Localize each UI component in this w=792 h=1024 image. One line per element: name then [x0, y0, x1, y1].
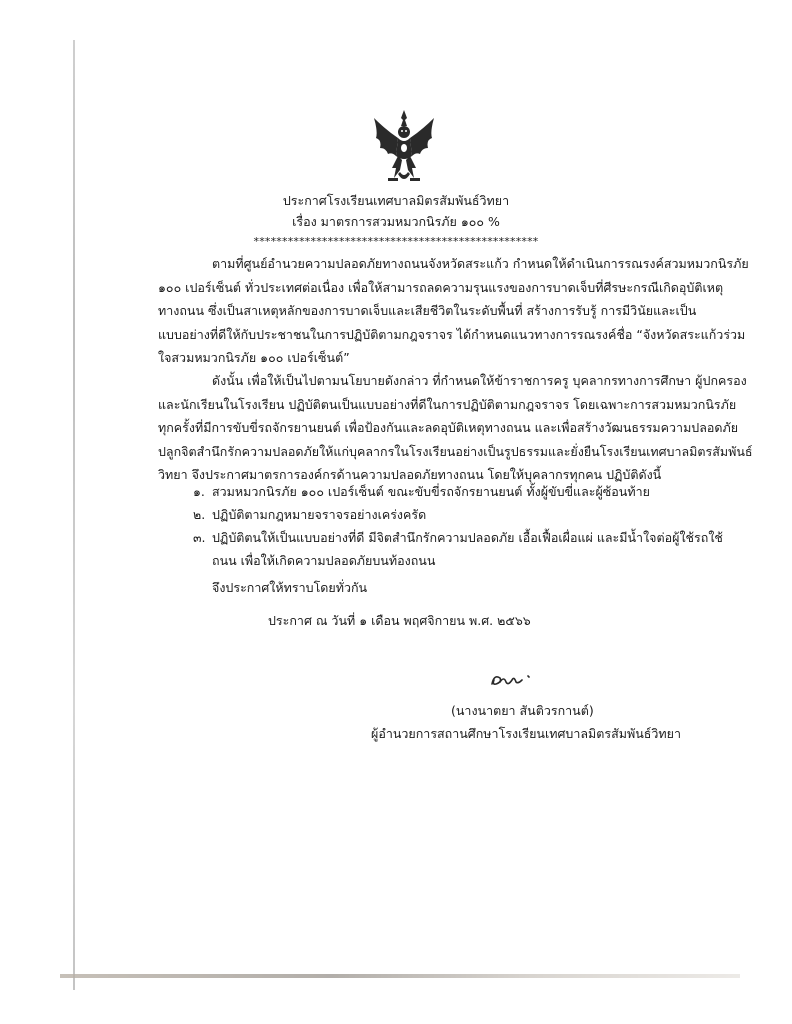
signature: [488, 670, 532, 692]
paragraph-2-line: วิทยา จึงประกาศมาตรการองค์กรด้านความปลอดภัยทางถนน โดยให้บุคลากรทุกคน ปฏิบัติดังนี้: [158, 467, 662, 482]
separator: **************************************************: [253, 235, 539, 248]
paragraph-1-line: ทางถนน ซึ่งเป็นสาเหตุหลักของการบาดเจ็บและเสียชีวิตในระดับพื้นที่ สร้างการรับรู้ การมีวินัยและเป็น: [158, 303, 697, 318]
measure-number: ๒.: [193, 507, 206, 522]
paragraph-2-line: ทุกครั้งที่มีการขับขี่รถจักรยานยนต์ เพื่อป้องกันและลดอุบัติเหตุทางถนน และเพื่อสร้างวัฒนธรรมความปลอดภัย: [158, 420, 739, 435]
paragraph-2-line: ดังนั้น เพื่อให้เป็นไปตามนโยบายดังกล่าว ที่กำหนดให้ข้าราชการครู บุคลากรทางการศึกษา ผู้ปกครอง: [212, 373, 747, 388]
measure-item: ปฏิบัติตามกฎหมายจราจรอย่างเคร่งครัด: [212, 507, 427, 522]
measure-number: ๑.: [193, 484, 205, 499]
paragraph-2-line: ปลูกจิตสำนึกรักความปลอดภัยให้แก่บุคลากรในโรงเรียนอย่างเป็นรูปธรรมและยั่งยืนโรงเรียนเทศบาลมิตรสัมพันธ์: [158, 444, 753, 459]
paragraph-1-line: ตามที่ศูนย์อำนวยความปลอดภัยทางถนนจังหวัดสระแก้ว กำหนดให้ดำเนินการรณรงค์สวมหมวกนิรภัย: [212, 256, 749, 271]
paragraph-2-line: และนักเรียนในโรงเรียน ปฏิบัติตนเป็นแบบอย่างที่ดีในการปฏิบัติตามกฎจราจร โดยเฉพาะการสวมหมวกนิรภัย: [158, 397, 737, 412]
scan-edge: [73, 40, 75, 990]
closing-statement: จึงประกาศให้ทราบโดยทั่วกัน: [212, 580, 368, 595]
scan-edge-bottom: [60, 974, 740, 978]
paragraph-1-line: แบบอย่างที่ดีให้กับประชาชนในการปฏิบัติตามกฎจราจร ได้กำหนดแนวทางการรณรงค์ชื่อ “จังหวัดสระแก้วร่วม: [158, 327, 746, 342]
garuda-emblem-icon: [368, 108, 440, 186]
signer-position: ผู้อำนวยการสถานศึกษาโรงเรียนเทศบาลมิตรสัมพันธ์วิทยา: [371, 726, 681, 741]
measure-item: ถนน เพื่อให้เกิดความปลอดภัยบนท้องถนน: [212, 553, 436, 568]
announcement-date: ประกาศ ณ วันที่ ๑ เดือน พฤศจิกายน พ.ศ. ๒๕๖๖: [268, 613, 531, 628]
measure-item: ปฏิบัติตนให้เป็นแบบอย่างที่ดี มีจิตสำนึกรักความปลอดภัย เอื้อเฟื้อเผื่อแผ่ และมีน้ำใจต่อผู้ใช้รถใช้: [212, 530, 723, 545]
measure-number: ๓.: [193, 530, 206, 545]
measure-item: สวมหมวกนิรภัย ๑๐๐ เปอร์เซ็นต์ ขณะขับขี่รถจักรยานยนต์ ทั้งผู้ขับขี่และผู้ซ้อนท้าย: [212, 484, 650, 499]
document-title: ประกาศโรงเรียนเทศบาลมิตรสัมพันธ์วิทยา: [282, 193, 510, 208]
paragraph-1-line: ใจสวมหมวกนิรภัย ๑๐๐ เปอร์เซ็นต์”: [158, 350, 350, 365]
signer-name: (นางนาตยา สันติวรกานต์): [451, 703, 594, 718]
document-subject: เรื่อง มาตรการสวมหมวกนิรภัย ๑๐๐ %: [292, 214, 500, 229]
paragraph-1-line: ๑๐๐ เปอร์เซ็นต์ ทั่วประเทศต่อเนื่อง เพื่อให้สามารถลดความรุนแรงของการบาดเจ็บที่ศีรษะกรณีเกิดอุบัติเหตุ: [158, 280, 724, 295]
